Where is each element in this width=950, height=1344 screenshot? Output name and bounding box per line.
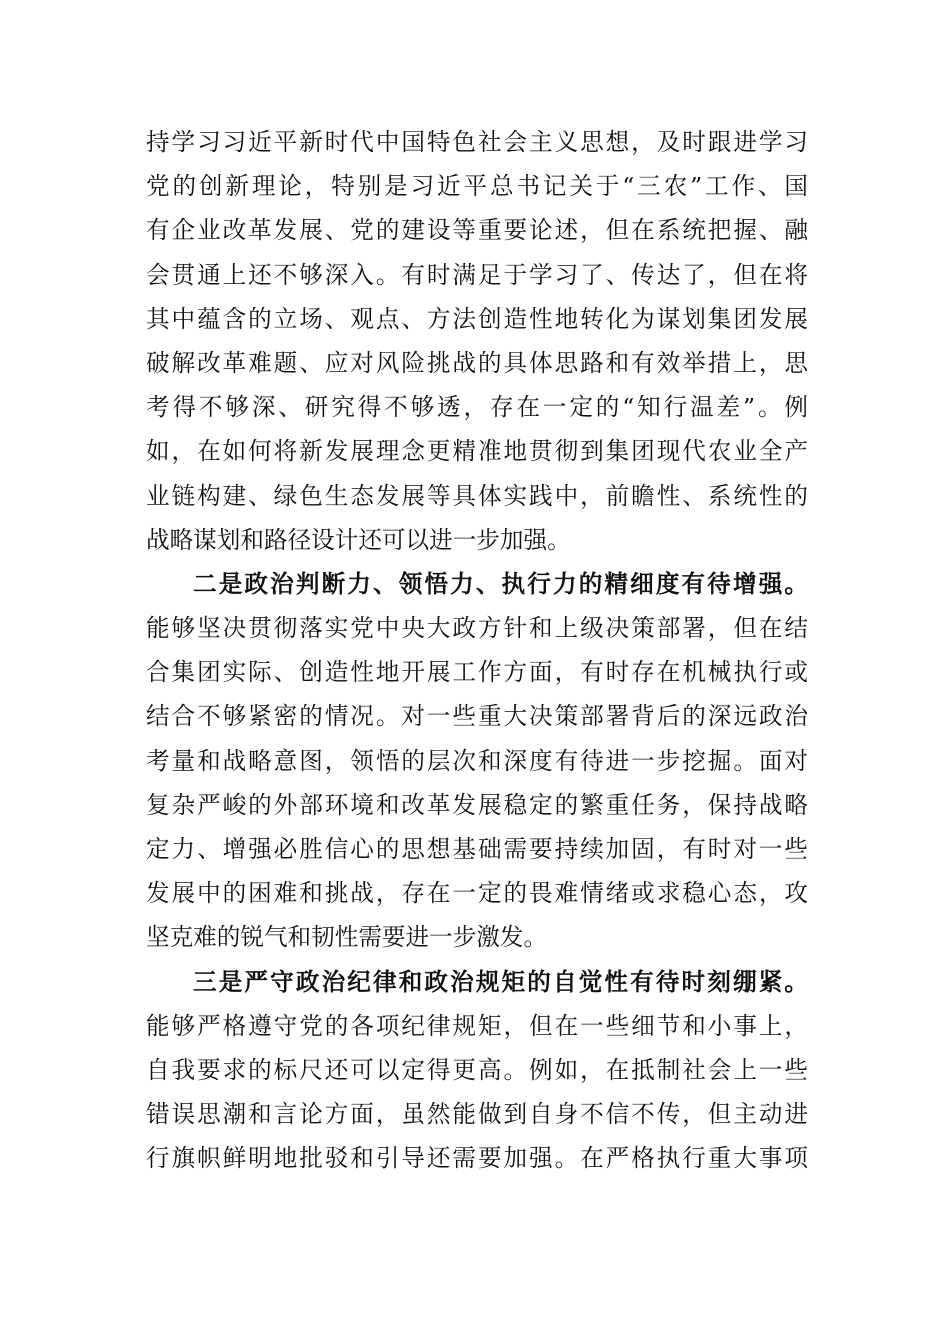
text-line: 结合不够紧密的情况。对一些重大决策部署背后的深远政治 [146,702,808,731]
text-line: 如，在如何将新发展理念更精准地贯彻到集团现代农业全产 [146,437,808,466]
paragraph-3 [146,960,808,1181]
text-line: 战略谋划和路径设计还可以进一步加强。 [146,525,571,554]
text-line: 发展中的困难和挑战，存在一定的畏难情绪或求稳心态，攻 [146,879,808,908]
text-line: 复杂严峻的外部环境和改革发展稳定的繁重任务，保持战略 [146,790,808,819]
text-line: 错误思潮和言论方面，虽然能做到自身不信不传，但主动进 [146,1100,808,1129]
text-line: 有企业改革发展、党的建设等重要论述，但在系统把握、融 [146,216,808,245]
text-line: 破解改革难题、应对风险挑战的具体思路和有效举措上，思 [146,348,808,377]
text-line: 坚克难的锐气和韧性需要进一步激发。 [146,923,548,952]
section-heading-line [146,960,808,1004]
section-heading-line [146,562,808,606]
text-line: 会贯通上还不够深入。有时满足于学习了、传达了，但在将 [146,260,808,289]
section-heading: 二是政治判断力、领悟力、执行力的精细度有待增强。 [193,569,808,598]
text-line: 行旗帜鲜明地批驳和引导还需要加强。在严格执行重大事项 [146,1144,808,1173]
text-line: 自我要求的标尺还可以定得更高。例如，在抵制社会上一些 [146,1055,808,1084]
text-line: 业链构建、绿色生态发展等具体实践中，前瞻性、系统性的 [146,481,808,510]
text-line: 党的创新理论，特别是习近平总书记关于“三农”工作、国 [146,172,808,201]
section-heading: 三是严守政治纪律和政治规矩的自觉性有待时刻绷紧。 [193,967,808,996]
text-line: 定力、增强必胜信心的思想基础需要持续加固，有时对一些 [146,835,808,863]
text-line: 合集团实际、创造性地开展工作方面，有时存在机械执行或 [146,658,808,687]
text-line: 持学习习近平新时代中国特色社会主义思想，及时跟进学习 [146,128,808,156]
text-line: 考量和战略意图，领悟的层次和深度有待进一步挖掘。面对 [146,746,808,775]
text-line: 其中蕴含的立场、观点、方法创造性地转化为谋划集团发展 [146,304,808,333]
text-line: 考得不够深、研究得不够透，存在一定的“知行温差”。例 [146,393,808,422]
document-page [146,120,808,1181]
text-line: 能够严格遵守党的各项纪律规矩，但在一些细节和小事上， [146,1011,808,1040]
text-line: 能够坚决贯彻落实党中央大政方针和上级决策部署，但在结 [146,614,808,643]
paragraph-2 [146,562,808,960]
paragraph-1 [146,120,808,562]
